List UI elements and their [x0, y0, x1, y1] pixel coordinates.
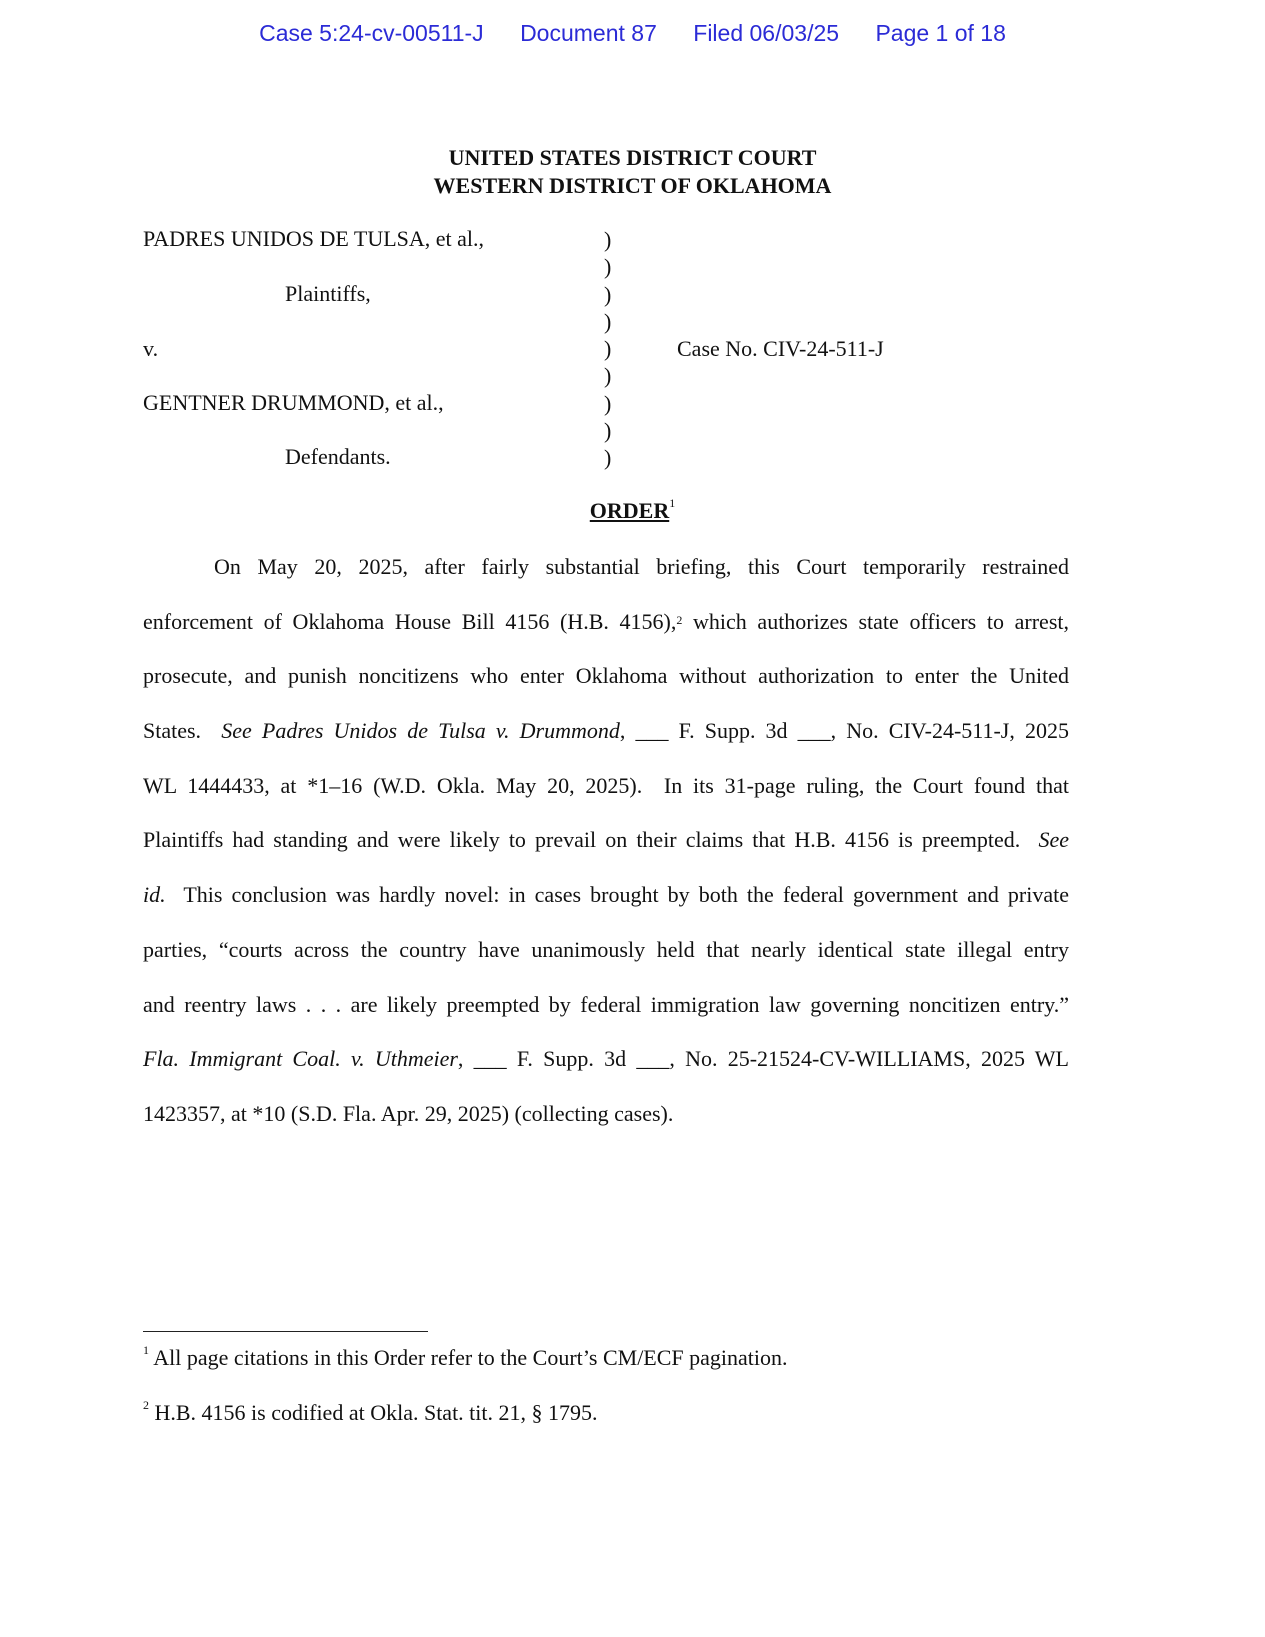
body-text: WL 1444433, at *1–16 (W.D. Okla. May 20, 2025). In its 31-page ruling, the Court found that — [143, 772, 1069, 798]
footnote-divider — [143, 1331, 428, 1332]
body-line — [143, 606, 1069, 661]
caption-parens — [604, 226, 611, 472]
footnote-number: 2 — [143, 1398, 149, 1412]
plaintiff-name: PADRES UNIDOS DE TULSA, et al., — [143, 226, 485, 251]
document-number: Document 87 — [520, 20, 657, 46]
footnote-text: H.B. 4156 is codified at Okla. Stat. tit. 21, § 1795. — [149, 1400, 598, 1425]
order-title — [0, 498, 1265, 524]
case-number: Case 5:24-cv-00511-J — [259, 20, 484, 46]
footnote-ref: 2 — [676, 612, 683, 627]
body-line — [143, 715, 1069, 770]
citation-italic: Fla. Immigrant Coal. v. Uthmeier — [143, 1046, 458, 1072]
citation-italic: See Padres Unidos de Tulsa v. Drummond — [221, 718, 620, 744]
caption-paren: ) — [604, 336, 612, 362]
body-text: Plaintiffs had standing and were likely to prevail on their claims that H.B. 4156 is preempted. — [143, 827, 1039, 853]
versus: v. — [143, 336, 159, 361]
body-text: On May 20, 2025, after fairly substantial briefing, this Court temporarily restrained — [214, 554, 1069, 579]
body-line — [143, 934, 1069, 989]
body-line — [143, 660, 1069, 715]
body-text: , ___ F. Supp. 3d ___, No. 25-21524-CV-WILLIAMS, 2025 WL — [457, 1046, 1069, 1072]
caption-paren: ) — [604, 445, 612, 471]
body-line — [143, 1098, 1069, 1153]
body-line — [143, 824, 1069, 879]
body-text: , ___ F. Supp. 3d ___, No. CIV-24-511-J, 2025 — [619, 718, 1069, 744]
body-text: enforcement of Oklahoma House Bill 4156 (H.B. 4156), — [143, 608, 677, 634]
case-no: Case No. CIV-24-511-J — [677, 336, 884, 361]
caption-paren: ) — [604, 254, 612, 280]
footnote-ref: 1 — [669, 496, 676, 510]
order-body — [143, 551, 1069, 1153]
defendant-name: GENTNER DRUMMOND, et al., — [143, 390, 444, 415]
plaintiff-role: Plaintiffs, — [285, 281, 371, 306]
page-number: Page 1 of 18 — [875, 20, 1006, 46]
caption-paren: ) — [604, 227, 612, 252]
caption-paren: ) — [604, 390, 612, 416]
body-line — [143, 770, 1069, 825]
filed-date: Filed 06/03/25 — [693, 20, 840, 46]
caption-paren: ) — [604, 418, 612, 444]
caption-paren: ) — [604, 308, 612, 334]
order-title-text: ORDER — [589, 498, 670, 523]
footnote-2 — [143, 1400, 598, 1426]
citation-italic: id. — [143, 882, 166, 908]
body-text: which authorizes state officers to arrest, — [682, 608, 1069, 634]
citation-italic: See — [1038, 827, 1069, 853]
body-text: 1423357, at *10 (S.D. Fla. Apr. 29, 2025) (collecting cases). — [143, 1100, 674, 1126]
body-line — [143, 879, 1069, 934]
defendant-role: Defendants. — [285, 444, 391, 469]
body-text: and reentry laws . . . are likely preempted by federal immigration law governing noncitizen entry.” — [143, 991, 1069, 1017]
caption-paren: ) — [604, 281, 612, 307]
footnote-1 — [143, 1345, 788, 1371]
body-text: parties, “courts across the country have unanimously held that nearly identical state illegal entry — [143, 936, 1069, 962]
court-name — [0, 144, 1265, 199]
court-line-1: UNITED STATES DISTRICT COURT — [448, 145, 817, 170]
footnote-text: All page citations in this Order refer to the Court’s CM/ECF pagination. — [149, 1345, 788, 1370]
body-text: States. — [143, 718, 222, 744]
body-text: This conclusion was hardly novel: in cases brought by both the federal government and private — [165, 882, 1069, 908]
footnote-number: 1 — [143, 1343, 149, 1357]
court-line-2: WESTERN DISTRICT OF OKLAHOMA — [433, 172, 832, 198]
body-line — [143, 551, 1069, 606]
body-text: prosecute, and punish noncitizens who enter Oklahoma without authorization to enter the United — [143, 663, 1069, 689]
caption-paren: ) — [604, 363, 612, 389]
body-line — [143, 1043, 1069, 1098]
body-line — [143, 989, 1069, 1044]
ecf-header — [0, 20, 1265, 47]
